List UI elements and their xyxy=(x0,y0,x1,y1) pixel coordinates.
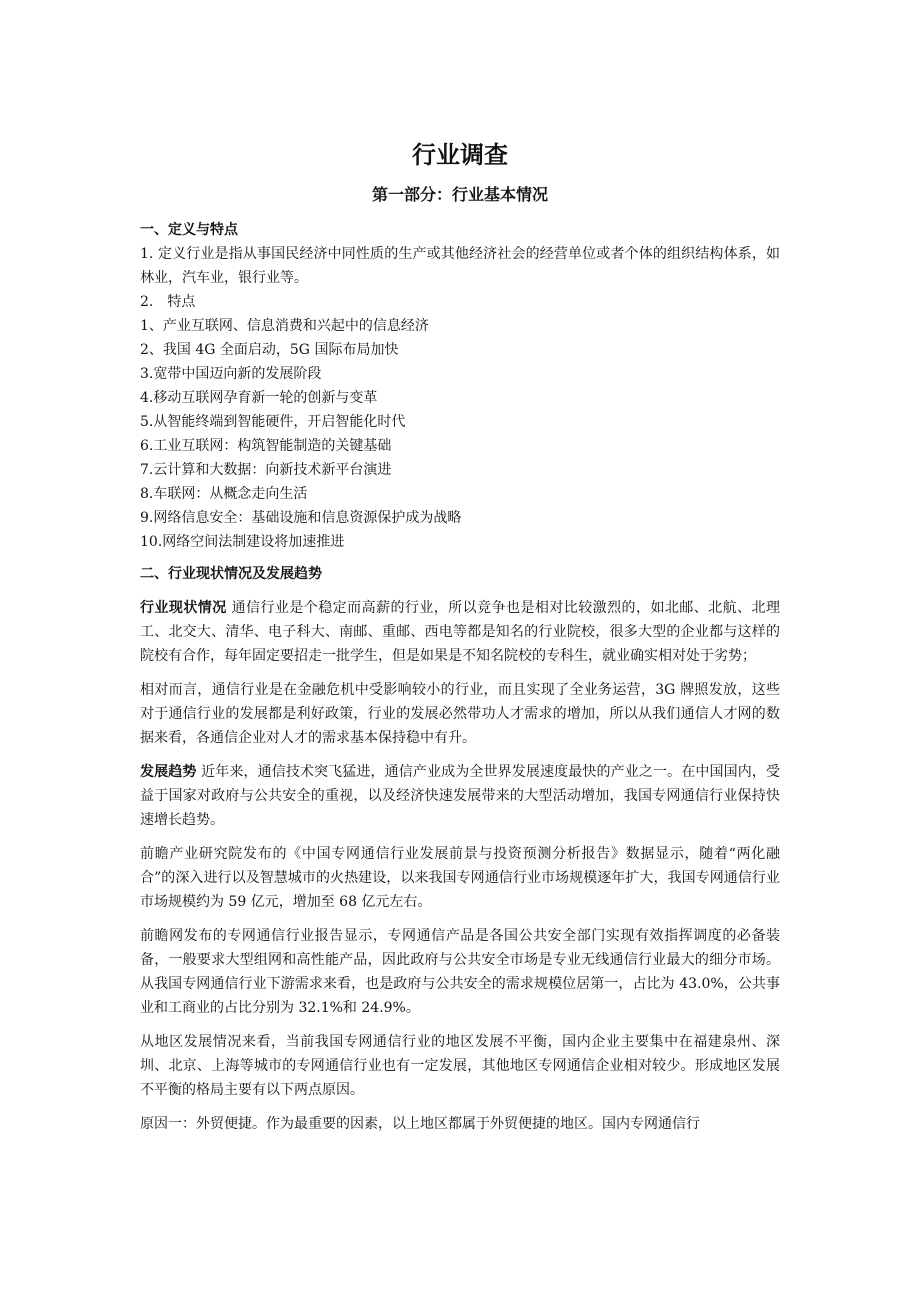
trend-paragraph xyxy=(140,760,780,832)
section-heading-status-trend: 二、行业现状情况及发展趋势 xyxy=(140,566,322,582)
status-paragraph xyxy=(140,596,780,668)
document-title: 行业调查 xyxy=(412,141,508,169)
feature-item: 8.车联网：从概念走向生活 xyxy=(140,486,308,502)
feature-item: 9.网络信息安全：基础设施和信息资源保护成为战略 xyxy=(140,510,462,526)
feature-item: 4.移动互联网孕育新一轮的创新与变革 xyxy=(140,390,378,406)
status-text: 通信行业是个稳定而高薪的行业，所以竞争也是相对比较激烈的，如北邮、北航、北理工、北交大、清华、电子科大、南邮、重邮、西电等都是知名的行业院校，很多大型的企业都与这样的院校有合作，每年固定要招走一批学生，但是如果是不知名院校的专科生，就业确实相对处于劣势； xyxy=(140,600,781,664)
definition-paragraph: 1. 定义行业是指从事国民经济中同性质的生产或其他经济社会的经营单位或者个体的组织结构体系，如林业，汽车业，银行业等。 xyxy=(140,246,780,286)
status-lead: 行业现状情况 xyxy=(140,600,227,616)
document-subtitle: 第一部分：行业基本情况 xyxy=(371,185,548,204)
feature-item: 5.从智能终端到智能硬件，开启智能化时代 xyxy=(140,414,406,430)
feature-item: 1、产业互联网、信息消费和兴起中的信息经济 xyxy=(140,318,429,334)
paragraph: 相对而言，通信行业是在金融危机中受影响较小的行业，而且实现了全业务运营，3G 牌照发放，这些对于通信行业的发展都是利好政策，行业的发展必然带功人才需求的增加，所以从我们通信人才网的数据来看，各通信企业对人才的需求基本保持稳中有升。 xyxy=(140,682,780,746)
section-heading-definition: 一、定义与特点 xyxy=(140,222,238,238)
paragraph: 前瞻产业研究院发布的《中国专网通信行业发展前景与投资预测分析报告》数据显示，随着“两化融合”的深入进行以及智慧城市的火热建设，以来我国专网通信行业市场规模逐年扩大，我国专网通信行业市场规模约为 59 亿元，增加至 68 亿元左右。 xyxy=(140,846,780,910)
feature-item: 7.云计算和大数据：向新技术新平台演进 xyxy=(140,462,392,478)
paragraph: 从地区发展情况来看，当前我国专网通信行业的地区发展不平衡，国内企业主要集中在福建泉州、深圳、北京、上海等城市的专网通信行业也有一定发展，其他地区专网通信企业相对较少。形成地区发展不平衡的格局主要有以下两点原因。 xyxy=(140,1034,780,1098)
trend-lead: 发展趋势 xyxy=(140,764,197,780)
document-body xyxy=(140,218,780,1136)
trend-text: 近年来，通信技术突飞猛进，通信产业成为全世界发展速度最快的产业之一。在中国国内，受益于国家对政府与公共安全的重视，以及经济快速发展带来的大型活动增加，我国专网通信行业保持快速增长趋势。 xyxy=(140,764,781,828)
paragraph: 前瞻网发布的专网通信行业报告显示，专网通信产品是各国公共安全部门实现有效指挥调度的必备装备，一般要求大型组网和高性能产品，因此政府与公共安全市场是专业无线通信行业最大的细分市场。从我国专网通信行业下游需求来看，也是政府与公共安全的需求规模位居第一，占比为 43.0%，公共事业和工商业的占比分别为 32.1%和 24.9%。 xyxy=(140,928,780,1016)
feature-item: 3.宽带中国迈向新的发展阶段 xyxy=(140,366,322,382)
feature-item: 2、我国 4G 全面启动，5G 国际布局加快 xyxy=(140,342,399,358)
features-label: 2. 特点 xyxy=(140,294,196,310)
paragraph: 原因一：外贸便捷。作为最重要的因素，以上地区都属于外贸便捷的地区。国内专网通信行 xyxy=(140,1116,700,1132)
feature-item: 6.工业互联网：构筑智能制造的关键基础 xyxy=(140,438,392,454)
feature-item: 10.网络空间法制建设将加速推进 xyxy=(140,534,345,550)
